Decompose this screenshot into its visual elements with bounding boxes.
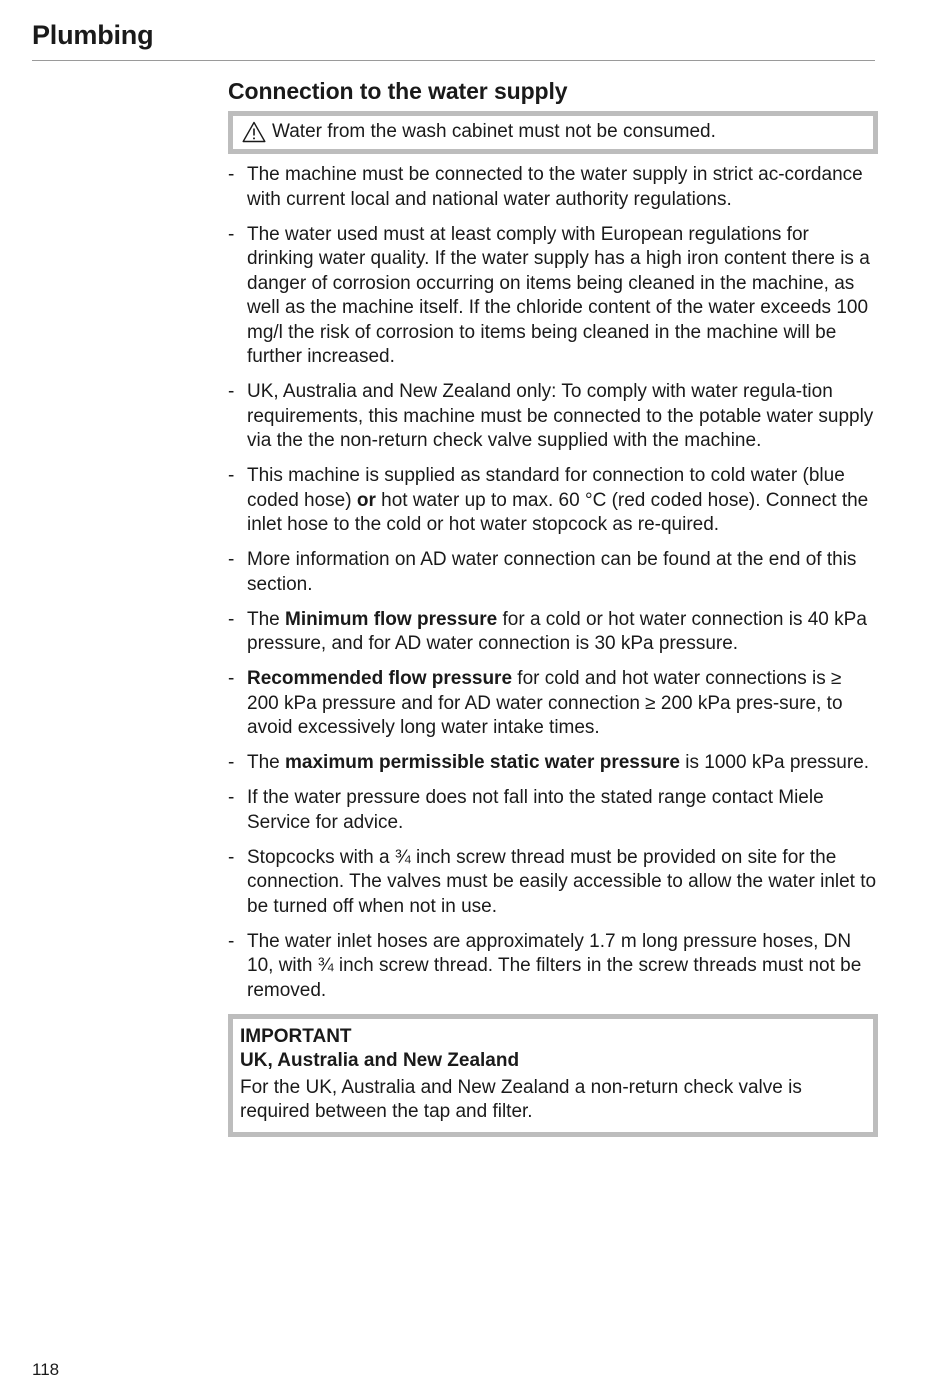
list-item <box>228 667 878 741</box>
list-item <box>228 786 878 835</box>
list-item <box>228 751 878 776</box>
important-heading: IMPORTANT <box>240 1025 352 1047</box>
chapter-divider <box>32 60 875 61</box>
bullet-dash: - <box>228 164 235 185</box>
list-item-text: hot water up to max. 60 °C (red coded hose). Connect the inlet hose to the cold or hot water stopcock as re-quired. <box>247 489 869 535</box>
list-item <box>228 930 878 1004</box>
warning-box <box>228 111 878 154</box>
important-text: For the UK, Australia and New Zealand a non-return check valve is required between the tap and filter. <box>240 1076 802 1122</box>
list-item <box>228 163 878 212</box>
list-item-text: The <box>247 608 286 630</box>
bullet-dash: - <box>228 608 235 630</box>
list-item <box>228 608 878 657</box>
list-item-text: for cold and hot water connections is ≥ 200 kPa pressure and for AD water connection ≥ 200 kPa pres-sure, to avoid excessively long water intake times. <box>247 668 843 738</box>
list-item-bold-text: Recommended flow pressure <box>247 668 513 689</box>
important-note-box <box>228 1014 878 1137</box>
requirements-list <box>228 163 878 1003</box>
list-item-text: Stopcocks with a ¾ inch screw thread must be provided on site for the connection. The valves must be easily accessible to allow the water inlet to be turned off when not in use. <box>247 846 877 917</box>
list-item-text: More information on AD water connection can be found at the end of this section. <box>247 549 857 595</box>
list-item-bold-text: Minimum flow pressure <box>285 608 498 630</box>
bullet-dash: - <box>228 668 235 689</box>
list-item-bold-text: or <box>356 489 376 511</box>
list-item-bold-text: maximum permissible static water pressure <box>285 752 680 773</box>
list-item <box>228 846 878 920</box>
list-item-text: UK, Australia and New Zealand only: To comply with water regula-tion requirements, this machine must be connected to the potable water supply via the the non-return check valve supplied with the machine. <box>247 381 874 451</box>
list-item-text: If the water pressure does not fall into the stated range contact Miele Service for advice. <box>247 787 824 833</box>
list-item-text: The <box>247 752 286 773</box>
list-item-text: The water inlet hoses are approximately 1.7 m long pressure hoses, DN 10, with ¾ inch screw thread. The filters in the screw threads must not be removed. <box>247 930 862 1001</box>
section-title: Connection to the water supply <box>228 78 568 104</box>
list-item <box>228 223 878 370</box>
list-item <box>228 548 878 597</box>
list-item-text: The water used must at least comply with European regulations for drinking water quality. If the water supply has a high iron content there is a danger of corrosion occurring on items being cleaned in the machine, as well as the machine itself. If the chloride content of the water exceeds 100 mg/l the risk of corrosion to items being cleaned in the machine will be further increased. <box>247 223 870 367</box>
list-item-text: for a cold or hot water connection is 40 kPa pressure, and for AD water connection is 30 kPa pressure. <box>247 608 867 654</box>
bullet-dash: - <box>228 381 235 402</box>
warning-text: Water from the wash cabinet must not be consumed. <box>272 121 716 142</box>
main-content <box>228 78 878 1137</box>
list-item-text: is 1000 kPa pressure. <box>680 752 870 773</box>
bullet-dash: - <box>228 930 235 952</box>
bullet-dash: - <box>228 465 235 486</box>
page-number: 118 <box>32 1360 60 1379</box>
warning-triangle-icon <box>242 121 266 143</box>
bullet-dash: - <box>228 752 235 773</box>
bullet-dash: - <box>228 549 235 570</box>
bullet-dash: - <box>228 787 235 808</box>
list-item <box>228 380 878 454</box>
bullet-dash: - <box>228 846 235 868</box>
list-item-text: This machine is supplied as standard for connection to cold water (blue coded hose) <box>247 465 845 511</box>
list-item <box>228 464 878 538</box>
list-item-text: The machine must be connected to the water supply in strict ac-cordance with current local and national water authority regulations. <box>247 164 863 210</box>
bullet-dash: - <box>228 223 235 245</box>
important-subheading: UK, Australia and New Zealand <box>240 1050 520 1071</box>
chapter-title: Plumbing <box>32 20 154 50</box>
